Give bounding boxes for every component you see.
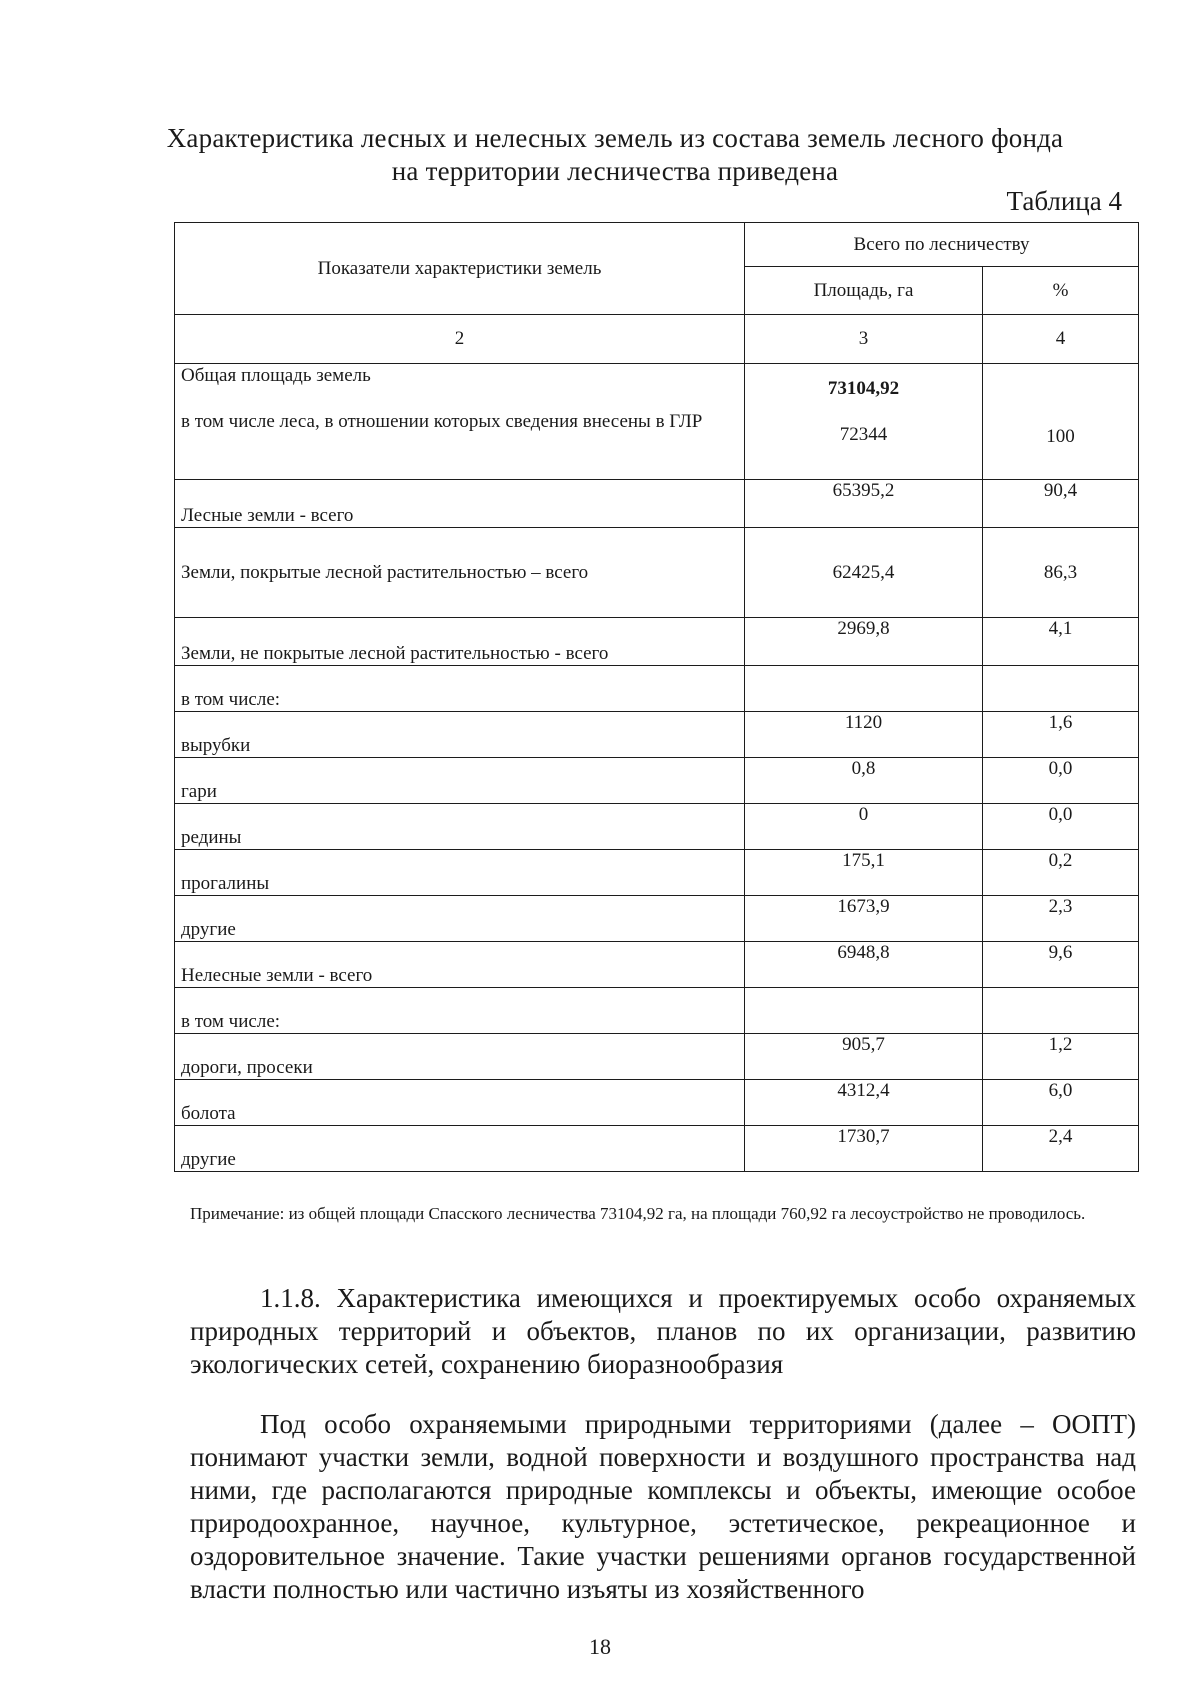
row-label: вырубки — [175, 712, 745, 758]
table-title-line-2: на территории лесничества приведена — [391, 156, 839, 186]
row-area: 0 — [745, 804, 983, 850]
table-row — [175, 618, 1139, 666]
body-paragraph: Под особо охраняемыми природными территориями (далее – ООПТ) понимают участки земли, водной поверхности и воздушного пространства над ними, где располагаются природные комплексы и объекты, имеющие особое природоохранное, научное, культурное, эстетическое, рекреационное и оздоровительное значение. Такие участки решениями органов государственной власти полностью или частично изъяты из хозяйственного — [190, 1409, 1136, 1604]
row-percent: 6,0 — [983, 1080, 1139, 1126]
table-row-total-area — [175, 364, 1139, 480]
row-percent-glr: 100 — [1046, 426, 1075, 447]
row-percent-total — [989, 378, 1132, 402]
row-percent: 2,4 — [983, 1126, 1139, 1172]
row-percent: 1,6 — [983, 712, 1139, 758]
row-label: другие — [175, 1126, 745, 1172]
table-row — [175, 712, 1139, 758]
table-row — [175, 666, 1139, 712]
row-area: 1673,9 — [745, 896, 983, 942]
table-number-label: Таблица 4 — [1006, 186, 1122, 216]
row-percent — [983, 666, 1139, 712]
row-label: прогалины — [175, 850, 745, 896]
row-label: Лесные земли - всего — [175, 480, 745, 528]
row-area: 2969,8 — [745, 618, 983, 666]
row-area-cell — [745, 364, 983, 480]
header-percent: % — [983, 267, 1139, 315]
row-label: Нелесные земли - всего — [175, 942, 745, 988]
row-area: 1730,7 — [745, 1126, 983, 1172]
table-row — [175, 758, 1139, 804]
column-number: 3 — [745, 315, 983, 364]
row-label: другие — [175, 896, 745, 942]
table-title — [150, 122, 1080, 188]
table-row — [175, 850, 1139, 896]
row-area: 6948,8 — [745, 942, 983, 988]
row-area: 175,1 — [745, 850, 983, 896]
row-area-total: 73104,92 — [827, 378, 900, 399]
row-percent: 0,2 — [983, 850, 1139, 896]
table-row — [175, 1126, 1139, 1172]
table-row — [175, 1034, 1139, 1080]
row-label: болота — [175, 1080, 745, 1126]
row-label: Земли, покрытые лесной растительностью – всего — [175, 528, 745, 618]
row-percent: 9,6 — [983, 942, 1139, 988]
row-percent: 0,0 — [983, 804, 1139, 850]
row-label — [175, 364, 745, 480]
row-area: 0,8 — [745, 758, 983, 804]
row-area: 65395,2 — [745, 480, 983, 528]
row-percent: 2,3 — [983, 896, 1139, 942]
row-percent-cell — [983, 364, 1139, 480]
column-number: 2 — [175, 315, 745, 364]
header-total-by-forestry: Всего по лесничеству — [745, 223, 1139, 267]
row-percent: 1,2 — [983, 1034, 1139, 1080]
header-area: Площадь, га — [745, 267, 983, 315]
column-number: 4 — [983, 315, 1139, 364]
row-area: 4312,4 — [745, 1080, 983, 1126]
column-numbers-row — [175, 315, 1139, 364]
page-number: 18 — [589, 1634, 611, 1659]
row-percent: 86,3 — [983, 528, 1139, 618]
row-percent: 0,0 — [983, 758, 1139, 804]
land-characteristics-table — [174, 222, 1139, 1172]
table-row — [175, 896, 1139, 942]
row-area — [745, 988, 983, 1034]
table-body — [175, 315, 1139, 1172]
table-row — [175, 480, 1139, 528]
row-area-glr: 72344 — [839, 424, 888, 445]
row-area: 62425,4 — [745, 528, 983, 618]
row-percent: 4,1 — [983, 618, 1139, 666]
row-label-glr-forests: в том числе леса, в отношении которых сведения внесены в ГЛР — [181, 411, 703, 432]
row-label: Земли, не покрытые лесной растительностью - всего — [175, 618, 745, 666]
table-row — [175, 528, 1139, 618]
row-percent: 90,4 — [983, 480, 1139, 528]
row-label: в том числе: — [175, 988, 745, 1034]
table-row — [175, 1080, 1139, 1126]
table-title-line-1: Характеристика лесных и нелесных земель из состава земель лесного фонда — [166, 123, 1064, 153]
row-percent — [983, 988, 1139, 1034]
table-row — [175, 988, 1139, 1034]
table-row — [175, 942, 1139, 988]
row-label: гари — [175, 758, 745, 804]
row-label-total-area: Общая площадь земель — [181, 365, 371, 386]
table-row — [175, 804, 1139, 850]
row-label: в том числе: — [175, 666, 745, 712]
header-indicators: Показатели характеристики земель — [175, 223, 745, 315]
row-area: 905,7 — [745, 1034, 983, 1080]
section-heading: 1.1.8. Характеристика имеющихся и проектируемых особо охраняемых природных территорий и объектов, планов по их организации, развитию экологических сетей, сохранению биоразнообразия — [190, 1283, 1136, 1379]
table-footnote: Примечание: из общей площади Спасского лесничества 73104,92 га, на площади 760,92 га лесоустройство не проводилось. — [190, 1204, 1086, 1223]
row-label: дороги, просеки — [175, 1034, 745, 1080]
row-area — [745, 666, 983, 712]
row-area: 1120 — [745, 712, 983, 758]
row-label: редины — [175, 804, 745, 850]
